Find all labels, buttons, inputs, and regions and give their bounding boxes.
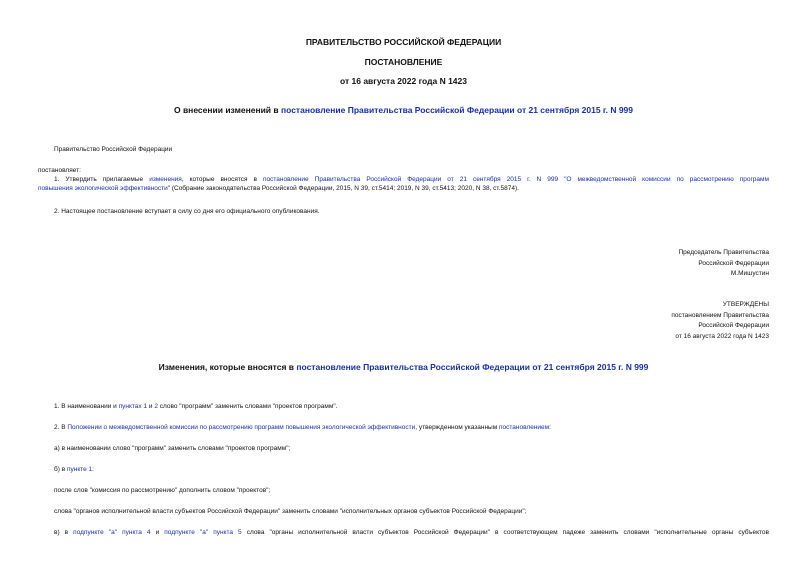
change-b-link-item-1[interactable]: пункте 1 bbox=[66, 466, 93, 473]
title-prefix: О внесении изменений в bbox=[173, 105, 281, 115]
title-link[interactable]: постановление Правительства Российской Федерации от 21 сентября 2015 г. N 999 bbox=[280, 105, 634, 115]
header-date-number: от 16 августа 2022 года N 1423 bbox=[340, 76, 467, 86]
change-c-text-a: в) в bbox=[54, 529, 74, 536]
change-1-text-b: и bbox=[147, 403, 155, 410]
change-1-link-items[interactable]: пунктах 1 bbox=[118, 403, 148, 410]
resolves-text: постановляет: bbox=[38, 167, 81, 174]
change-item-b-2: слова "органов исполнительной власти субъектов Российской Федерации" заменить словами "исполнительных органов субъектов Российской Федерации"; bbox=[54, 508, 527, 515]
change-2-link-resolution[interactable]: постановлением bbox=[499, 424, 550, 431]
item-1-link-resolution-cont[interactable]: повышения экологической эффективности" bbox=[38, 185, 171, 192]
changes-title-link[interactable]: постановление Правительства Российской Федерации от 21 сентября 2015 г. N 999 bbox=[296, 362, 649, 372]
change-item-b bbox=[54, 465, 94, 474]
change-c-text-c: слова "органы исполнительной власти субъектов Российской Федерации" в соответствующем падеже заменить словами "исполнительные органы субъектов bbox=[241, 529, 769, 536]
change-b-text-a: б) в bbox=[54, 466, 67, 473]
change-1-link-2[interactable]: 2 bbox=[154, 403, 158, 410]
item-2-text: 2. Настоящее постановление вступает в силу со дня его официального опубликования. bbox=[54, 208, 320, 215]
change-2-text-a: 2. В bbox=[54, 424, 68, 431]
change-2-link-regulation[interactable]: Положении о межведомственной комиссии по рассмотрению программ повышения экологической эффективности bbox=[67, 424, 416, 431]
change-item-a: а) в наименовании слово "программ" заменить словами "проектов программ"; bbox=[54, 445, 291, 452]
item-1-text-a: 1. Утвердить прилагаемые bbox=[54, 176, 150, 183]
header-government: ПРАВИТЕЛЬСТВО РОССИЙСКОЙ ФЕДЕРАЦИИ bbox=[305, 37, 502, 47]
change-item-b-1: после слов "комиссия по рассмотрению" дополнить словом "проектов"; bbox=[54, 487, 271, 494]
signature-block bbox=[678, 248, 769, 280]
item-1-link-changes[interactable]: изменения bbox=[149, 176, 182, 183]
approved-line-1: УТВЕРЖДЕНЫ bbox=[722, 301, 769, 308]
item-1-link-resolution[interactable]: постановление Правительства Российской Федерации от 21 сентября 2015 г. N 999 "О межведомственной комиссии по рассмотрению программ bbox=[263, 176, 769, 183]
approved-line-4: от 16 августа 2022 года N 1423 bbox=[675, 332, 769, 340]
change-item-c bbox=[54, 528, 769, 537]
approved-block bbox=[671, 300, 769, 342]
change-item-2 bbox=[54, 423, 551, 432]
approved-line-2: постановлением Правительства bbox=[671, 311, 769, 319]
change-b-text-b: : bbox=[92, 466, 94, 473]
change-1-text-a: 1. В наименовании и bbox=[54, 403, 119, 410]
change-2-text-b: , утвержденном указанным bbox=[415, 424, 500, 431]
signature-line-1: Председатель Правительства bbox=[678, 249, 769, 256]
header-doc-type: ПОСТАНОВЛЕНИЕ bbox=[364, 57, 443, 67]
approved-line-3: Российской Федерации bbox=[698, 322, 769, 329]
document-title bbox=[0, 105, 807, 115]
preamble-text: Правительство Российской Федерации bbox=[54, 146, 173, 153]
changes-title bbox=[0, 362, 807, 372]
change-c-link-5a[interactable]: подпункте "а" пункта 5 bbox=[164, 529, 242, 536]
item-1-text-b: , которые вносятся в bbox=[181, 176, 264, 183]
item-1-line-1 bbox=[54, 175, 769, 184]
change-c-link-4a[interactable]: подпункте "а" пункта 4 bbox=[73, 529, 151, 536]
item-1-line-2 bbox=[38, 184, 519, 193]
change-item-1 bbox=[54, 402, 337, 411]
change-2-text-c: : bbox=[549, 424, 551, 431]
item-1-text-c: (Собрание законодательства Российской Федерации, 2015, N 39, ст.5414; 2019, N 39, ст.5413; 2020, N 38, ст.5874). bbox=[170, 185, 519, 192]
change-1-text-c: слово "программ" заменить словами "проектов программ". bbox=[157, 403, 338, 410]
change-c-text-b: и bbox=[150, 529, 165, 536]
signature-line-2: Российской Федерации bbox=[698, 259, 769, 267]
signature-line-3: М.Мишустин bbox=[730, 270, 769, 277]
changes-title-prefix: Изменения, которые вносятся в bbox=[158, 362, 297, 372]
